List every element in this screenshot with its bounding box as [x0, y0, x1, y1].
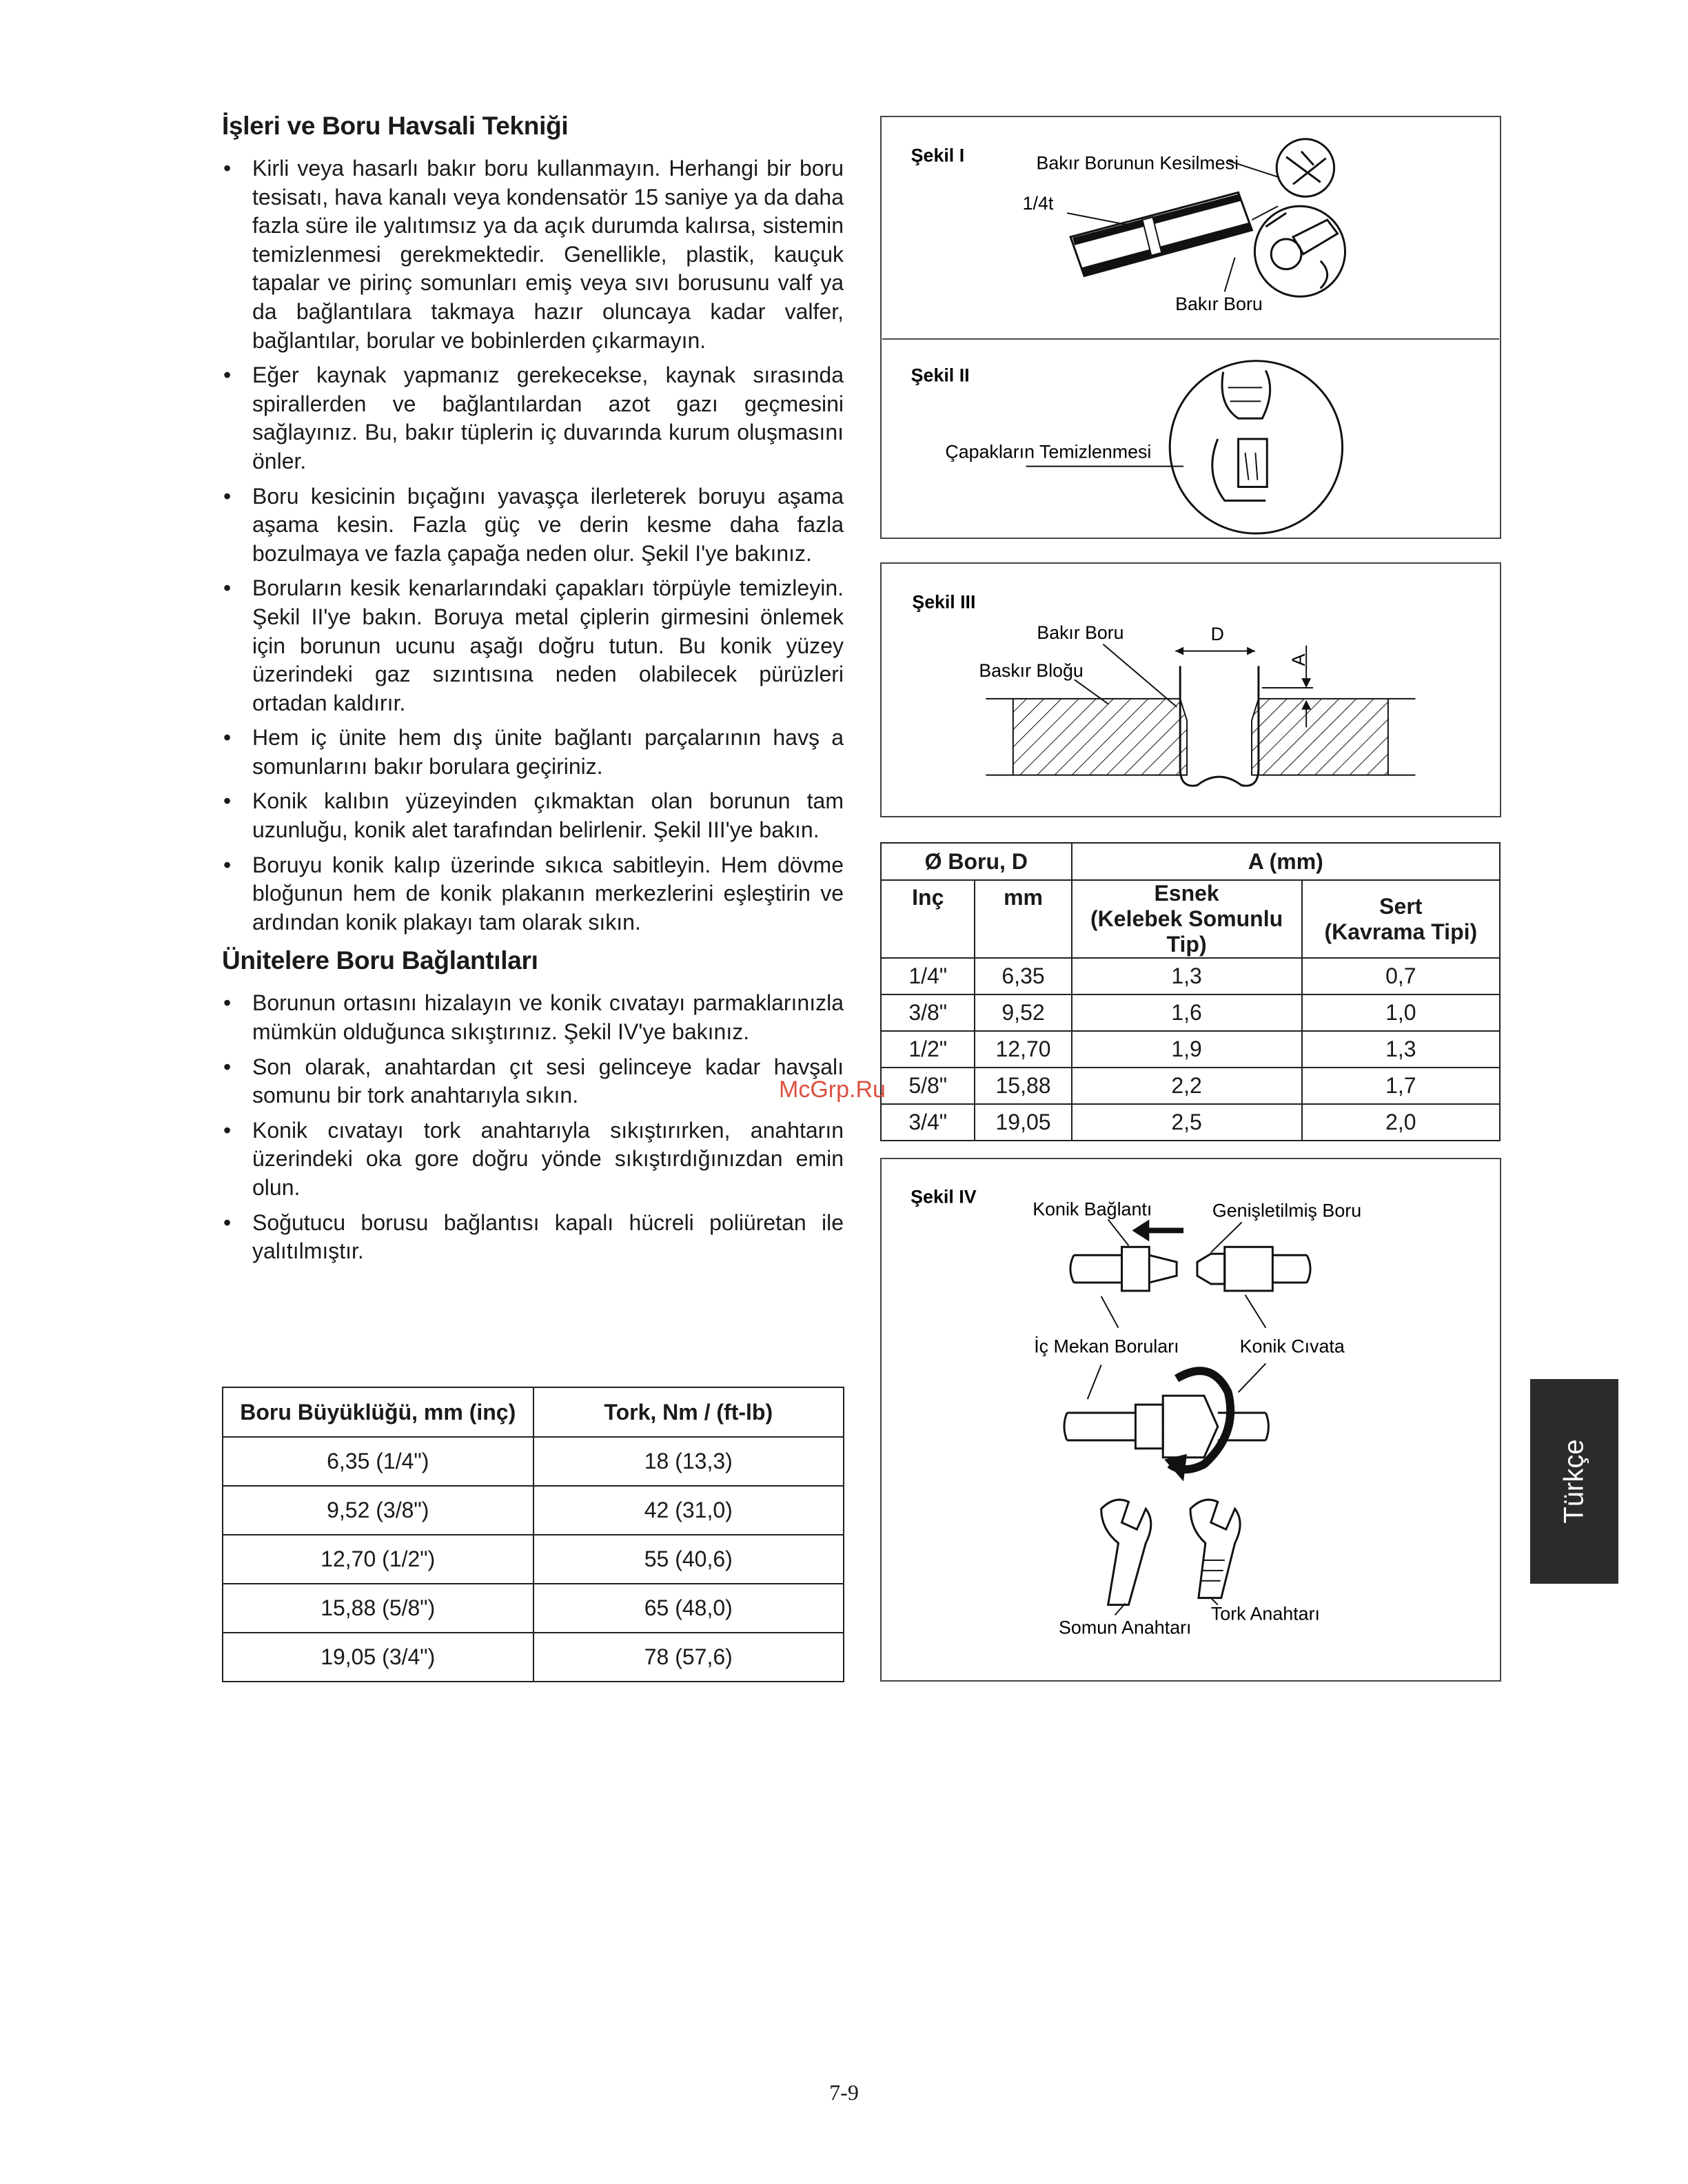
- list-item: • Hem iç ünite hem dış ünite bağlantı parçalarının havş a somunlarını bakır borulara geçiriniz.: [222, 724, 844, 781]
- fig4-spanner-label: Somun Anahtarı: [1059, 1617, 1192, 1638]
- table-row: [223, 1584, 844, 1633]
- flaring-bullet-list: [222, 154, 844, 937]
- fig4-indoor-pipes-label: İç Mekan Boruları: [1034, 1336, 1179, 1357]
- fig4-flare-nut-label: Konik Cıvata: [1239, 1336, 1345, 1357]
- section-title-connections: Ünitelere Boru Bağlantıları: [222, 946, 538, 975]
- table-header-row: [223, 1387, 844, 1437]
- column-note: (Kavrama Tipi): [1324, 919, 1478, 944]
- figure-4-box: [880, 1158, 1501, 1682]
- table-cell: 1,7: [1302, 1068, 1500, 1104]
- table-cell: 1/4": [881, 958, 975, 994]
- pipe-cutter-icon: [1254, 139, 1345, 297]
- connection-bullet-list: [222, 989, 844, 1265]
- table-cell: 1,3: [1072, 958, 1302, 994]
- table-row: [223, 1633, 844, 1682]
- fig2-label: Şekil II: [911, 365, 970, 386]
- fig1-label: Şekil I: [911, 145, 965, 166]
- table-cell: 55 (40,6): [533, 1535, 844, 1584]
- page-number: 7-9: [829, 2080, 859, 2105]
- table-cell: 42 (31,0): [533, 1486, 844, 1535]
- fig3-label: Şekil III: [912, 591, 976, 613]
- table-row: [881, 994, 1500, 1031]
- table-row: [881, 1068, 1500, 1104]
- table-row: [223, 1535, 844, 1584]
- table-cell: 19,05: [975, 1104, 1071, 1141]
- table-cell: 15,88 (5/8"): [223, 1584, 533, 1633]
- table-cell: 1,9: [1072, 1031, 1302, 1068]
- deburring-icon: [1170, 361, 1342, 533]
- table-row: [223, 1437, 844, 1486]
- list-item: • Boru kesicinin bıçağını yavaşça ilerleterek boruyu aşama aşama kesin. Fazla güç ve derin kesme daha fazla bozulmaya ve fazla çapağa neden olur. Şekil I'ye bakınız.: [222, 482, 844, 569]
- fig4-expanded-pipe-label: Genişletilmiş Boru: [1212, 1200, 1362, 1221]
- list-item: • Borunun ortasını hizalayın ve konik cıvatayı parmaklarınızla mümkün olduğunca sıkıştırınız. Şekil IV'ye bakınız.: [222, 989, 844, 1046]
- table-cell: 78 (57,6): [533, 1633, 844, 1682]
- left-column: [222, 112, 844, 1272]
- flare-dimension-table: [880, 842, 1501, 1141]
- column-title: Esnek: [1154, 881, 1219, 906]
- list-item: • Eğer kaynak yapmanız gerekecekse, kaynak sırasında spirallerden ve bağlantılardan azot gazı geçmesini sağlayınız. Bu, bakır tüplerin iç duvarında kurum oluşmasını önler.: [222, 361, 844, 476]
- table-header-cell: [1072, 880, 1302, 958]
- table-cell: 2,2: [1072, 1068, 1302, 1104]
- table-header-cell: Boru Büyüklüğü, mm (inç): [223, 1387, 533, 1437]
- column-title: Sert: [1379, 893, 1423, 919]
- table-cell: 1,6: [1072, 994, 1302, 1031]
- table-cell: 1,0: [1302, 994, 1500, 1031]
- list-item: • Soğutucu borusu bağlantısı kapalı hücreli poliüretan ile yalıtılmıştır.: [222, 1209, 844, 1266]
- list-item: • Boruların kesik kenarlarındaki çapakları törpüyle temizleyin. Şekil II'ye bakın. Boruya metal çiplerin girmesini önlemek için borunun ucunu aşağı doğru tutun. Bu konik yüzey üzerindeki gaz sızıntısına neden olabilecek pürüzleri ortadan kaldırır.: [222, 574, 844, 717]
- table-header-row: [881, 843, 1500, 880]
- table-cell: 3/4": [881, 1104, 975, 1141]
- table-header-cell: Tork, Nm / (ft-lb): [533, 1387, 844, 1437]
- flare-nut-tightening-drawing: [1064, 1363, 1268, 1481]
- table-cell: 6,35: [975, 958, 1071, 994]
- column-note: (Kelebek Somunlu Tip): [1090, 906, 1283, 957]
- table-cell: 1,3: [1302, 1031, 1500, 1068]
- torque-table: [222, 1387, 844, 1682]
- table-cell: 0,7: [1302, 958, 1500, 994]
- language-side-tab: [1530, 1379, 1618, 1584]
- fig4-torque-wrench-label: Tork Anahtarı: [1210, 1603, 1321, 1624]
- fig4-flare-conn-label: Konik Bağlantı: [1033, 1198, 1152, 1220]
- flare-connection-drawing: [1070, 1220, 1310, 1328]
- table-cell: 12,70: [975, 1031, 1071, 1068]
- table-cell: 5/8": [881, 1068, 975, 1104]
- fig3-a-label: A: [1288, 653, 1310, 666]
- table-row: [881, 1031, 1500, 1068]
- copper-pipe-drawing: [1067, 161, 1279, 292]
- table-row: [881, 958, 1500, 994]
- watermark: McGrp.Ru: [779, 1076, 886, 1103]
- fig3-pipe-label: Bakır Boru: [1037, 622, 1124, 643]
- fig3-d-label: D: [1210, 623, 1224, 644]
- table-cell: 9,52 (3/8"): [223, 1486, 533, 1535]
- table-cell: 2,0: [1302, 1104, 1500, 1141]
- table-header-row: [881, 880, 1500, 958]
- list-item: • Boruyu konik kalıp üzerinde sıkıca sabitleyin. Hem dövme bloğunun hem de konik plakanın merkezlerini eşleştirin ve ardından konik plakayı tam olarak sıkın.: [222, 851, 844, 937]
- table-cell: 6,35 (1/4"): [223, 1437, 533, 1486]
- table-cell: 19,05 (3/4"): [223, 1633, 533, 1682]
- table-cell: 18 (13,3): [533, 1437, 844, 1486]
- language-label: Türkçe: [1558, 1439, 1589, 1524]
- figure-1-2-illustration: [882, 117, 1500, 538]
- table-cell: 15,88: [975, 1068, 1071, 1104]
- figure-4-illustration: [882, 1159, 1500, 1680]
- table-cell: 9,52: [975, 994, 1071, 1031]
- table-cell: 1/2": [881, 1031, 975, 1068]
- table-cell: 12,70 (1/2"): [223, 1535, 533, 1584]
- section-title-flaring: İşleri ve Boru Havsali Tekniği: [222, 112, 569, 140]
- fig1-quarter-label: 1/4t: [1022, 193, 1054, 214]
- fig4-label: Şekil IV: [911, 1186, 977, 1207]
- fig1-cut-label: Bakır Borunun Kesilmesi: [1036, 152, 1239, 174]
- fig2-deburr-label: Çapakların Temizlenmesi: [945, 441, 1152, 462]
- table-cell: 2,5: [1072, 1104, 1302, 1141]
- figure-1-2-box: [880, 116, 1501, 539]
- list-item: • Son olarak, anahtardan çıt sesi gelinceye kadar havşalı somunu bir tork anahtarıyla sıkın.: [222, 1053, 844, 1110]
- table-header-cell: A (mm): [1072, 843, 1500, 880]
- table-header-cell: Inç: [881, 880, 975, 958]
- table-header-cell: mm: [975, 880, 1071, 958]
- table-header-cell: Ø Boru, D: [881, 843, 1072, 880]
- fig1-pipe-label: Bakır Boru: [1175, 294, 1263, 315]
- figure-3-illustration: [882, 564, 1500, 816]
- table-header-cell: [1302, 880, 1500, 958]
- list-item: • Konik kalıbın yüzeyinden çıkmaktan olan borunun tam uzunluğu, konik alet tarafından belirlenir. Şekil III'ye bakın.: [222, 787, 844, 844]
- figure-3-box: [880, 562, 1501, 817]
- table-cell: 3/8": [881, 994, 975, 1031]
- list-item: • Konik cıvatayı tork anahtarıyla sıkıştırırken, anahtarın üzerindeki oka gore doğru yönde sıkıştırdığınızdan emin olun.: [222, 1116, 844, 1203]
- fig3-block-label: Baskır Bloğu: [979, 660, 1084, 682]
- table-row: [881, 1104, 1500, 1141]
- list-item: • Kirli veya hasarlı bakır boru kullanmayın. Herhangi bir boru tesisatı, hava kanalı veya kondensatör 15 saniye ya da daha fazla süre ile yalıtımsız ya da açık durumda kalırsa, sistemin temizlenmesi gerekmektedir. Genellikle, plastik, kauçuk tapalar ve pirinç somunları emiş veya sıvı borusunu valf ya da bağlantılara takmaya hazır oluncaya kadar valfer, bağlantılar, borular ve bobinlerden çıkarmayın.: [222, 154, 844, 355]
- table-cell: 65 (48,0): [533, 1584, 844, 1633]
- wrench-icon: [1101, 1500, 1240, 1615]
- table-row: [223, 1486, 844, 1535]
